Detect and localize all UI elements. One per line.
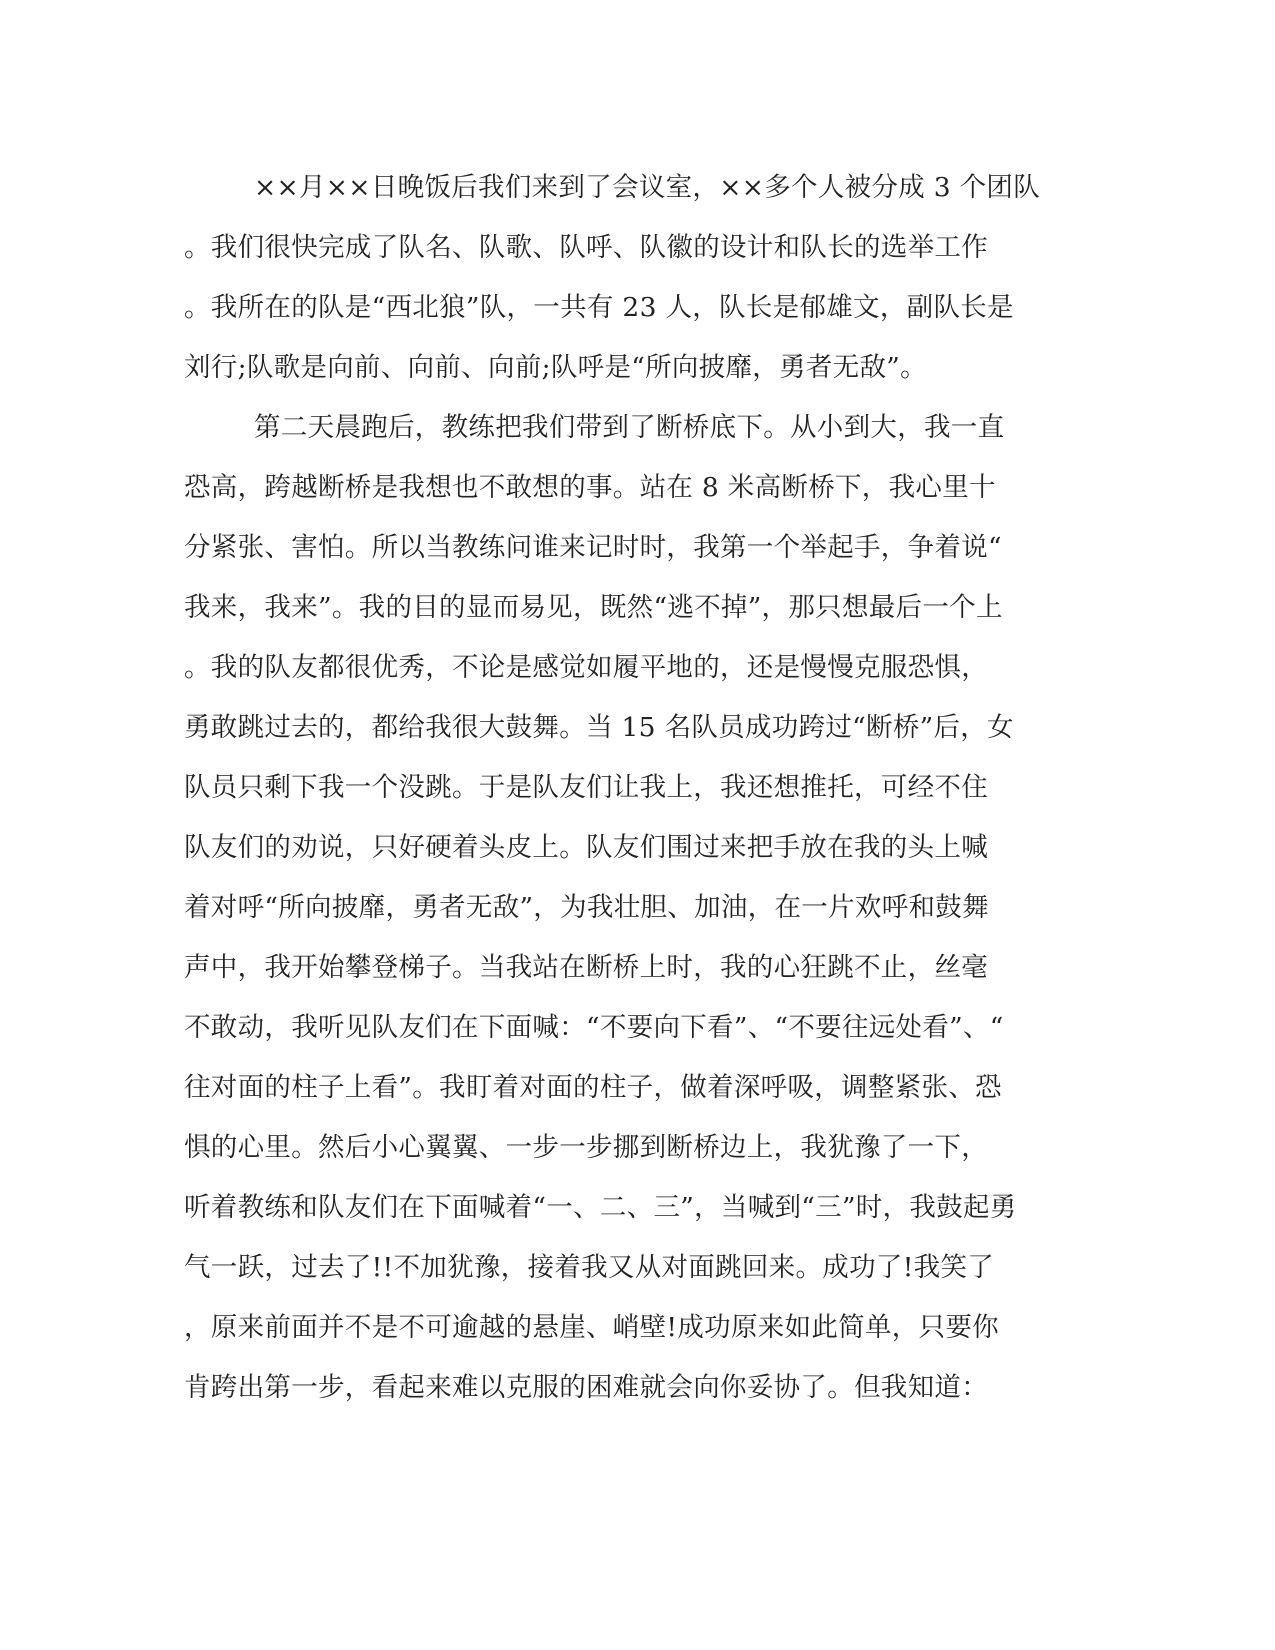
paragraph-1-line-1: ××月××日晚饭后我们来到了会议室，××多个人被分成 3 个团队 [254, 172, 1041, 203]
paragraph-2-line-9: 着对呼“所向披靡，勇者无敌”，为我壮胆、加油，在一片欢呼和鼓舞 [184, 892, 989, 923]
paragraph-2-line-15: 气一跃，过去了!!不加犹豫，接着我又从对面跳回来。成功了!我笑了 [184, 1252, 995, 1283]
paragraph-2-line-5: 。我的队友都很优秀，不论是感觉如履平地的，还是慢慢克服恐惧， [184, 652, 988, 683]
paragraph-2-line-12: 往对面的柱子上看”。我盯着对面的柱子，做着深呼吸，调整紧张、恐 [184, 1072, 1002, 1103]
paragraph-1-line-3: 。我所在的队是“西北狼”队，一共有 23 人，队长是郁雄文，副队长是 [184, 292, 1014, 323]
paragraph-2-line-10: 声中，我开始攀登梯子。当我站在断桥上时，我的心狂跳不止，丝毫 [184, 952, 988, 983]
paragraph-2-line-8: 队友们的劝说，只好硬着头皮上。队友们围过来把手放在我的头上喊 [184, 832, 988, 863]
paragraph-2-line-14: 听着教练和队友们在下面喊着“一、二、三”，当喊到“三”时，我鼓起勇 [184, 1192, 1017, 1223]
paragraph-2-line-3: 分紧张、害怕。所以当教练问谁来记时时，我第一个举起手，争着说“ [184, 532, 1002, 563]
paragraph-2-line-17: 肯跨出第一步，看起来难以克服的困难就会向你妥协了。但我知道： [184, 1372, 988, 1403]
paragraph-1-line-2: 。我们很快完成了队名、队歌、队呼、队徽的设计和队长的选举工作 [184, 232, 988, 263]
paragraph-2-line-11: 不敢动，我听见队友们在下面喊：“不要向下看”、“不要往远处看”、“ [184, 1012, 1004, 1043]
paragraph-2-line-4: 我来，我来”。我的目的显而易见，既然“逃不掉”，那只想最后一个上 [184, 592, 1003, 623]
paragraph-2-line-13: 惧的心里。然后小心翼翼、一步一步挪到断桥边上，我犹豫了一下， [184, 1132, 988, 1163]
paragraph-1-line-4: 刘行;队歌是向前、向前、向前;队呼是“所向披靡，勇者无敌”。 [184, 352, 927, 383]
paragraph-2-line-2: 恐高，跨越断桥是我想也不敢想的事。站在 8 米高断桥下，我心里十 [184, 472, 996, 503]
paragraph-2-line-1: 第二天晨跑后，教练把我们带到了断桥底下。从小到大，我一直 [254, 412, 1005, 443]
paragraph-2-line-7: 队员只剩下我一个没跳。于是队友们让我上，我还想推托，可经不住 [184, 772, 988, 803]
paragraph-2-line-6: 勇敢跳过去的，都给我很大鼓舞。当 15 名队员成功跨过“断桥”后，女 [184, 712, 1014, 743]
paragraph-2-line-16: ，原来前面并不是不可逾越的悬崖、峭壁!成功原来如此简单，只要你 [184, 1312, 999, 1343]
body-text [184, 158, 1064, 1418]
